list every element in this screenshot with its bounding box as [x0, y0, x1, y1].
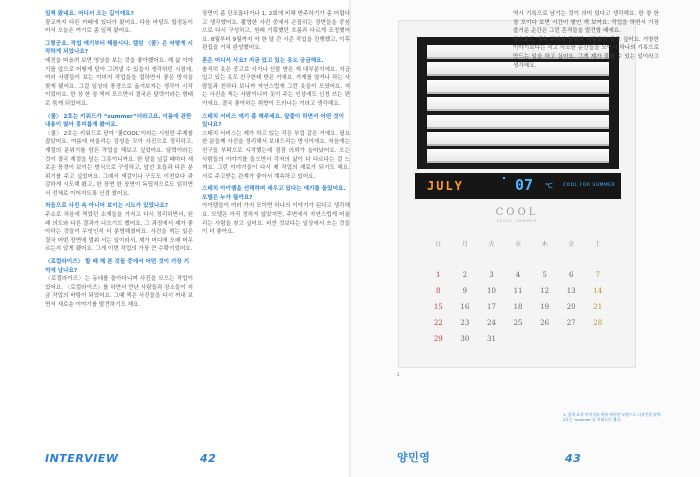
calendar-day: 2: [462, 271, 468, 279]
calendar-week-row: [425, 283, 611, 299]
answer-text: 역시 기록으로 남기는 것이 의미 있다고 생각해요. 한 장 한 장 모이다 보면 시간이 쌓인 게 보여요. 작업을 하면서 가장 즐거운 순간은 그런 흔적들을 발견할 때예요.: [513, 11, 659, 35]
calendar-day: 3: [489, 271, 494, 279]
calendar-day: 7: [595, 271, 600, 279]
calendar-day: 19: [540, 303, 550, 311]
question-text: 그렇군요. 작업 얘기부터 해봅시다. 캘린 〈쿨〉은 어떻게 시작하게 되었나요?: [45, 40, 193, 56]
calendar-day: 16: [460, 303, 470, 311]
calendar-weekday-row: [425, 235, 611, 251]
page-number-right: 43: [565, 452, 582, 465]
calendar-day: 1: [436, 271, 441, 279]
calendar-weekday: 木: [541, 240, 548, 248]
calendar-weekday: 月: [461, 240, 468, 248]
calendar-day: 15: [433, 303, 443, 311]
image-caption: 1. 쿨의 표지 이미지를 여름 에어컨 모양으로 디자인한 달력. 2호는 ‘summer’를 키워드로 했다.: [563, 412, 662, 423]
text-column-3: [513, 10, 659, 70]
calendar-day: 11: [513, 287, 523, 295]
display-temperature: 07: [515, 176, 534, 194]
calendar-weekday: 土: [594, 240, 601, 248]
calendar-week-row: [425, 331, 611, 347]
text-column-2: [202, 10, 350, 237]
calendar-weekday: 火: [488, 240, 495, 248]
answer-text: 주소로 처음에 찍었던 소재들을 가지고 다시 정리하면서, 원래 의도와 다른 결과가 나오기도 했어요. 그 과정에서 제가 좋아하는 것들이 무엇인지 더 분명해졌어요. 사진을 찍는 일은 결국 어떤 장면에 멈춰 서는 일이라서, 제가 어디에 오래 머무르는지 알게 됐어요. 그게 이번 작업의 가장 큰 수확이었어요.: [45, 212, 193, 253]
calendar-week-row: [425, 251, 611, 267]
aircon-display-panel: [415, 173, 621, 199]
calendar-day: 26: [540, 319, 550, 327]
answer-text: 광교까지 다른 카페에 있다가 왔어요. 다음 마당도 합정동이어서 오늘은 여기로 좀 일찍 왔어요.: [45, 19, 193, 35]
answer-text: 아이템들이 여러 가지 모이면 하나의 이야기가 된다고 생각해요. 모델은 아직 정하지 않았지만, 주변에서 자연스럽게 어울리는 사람을 찾고 싶어요. 비싼 것보다는 일상에서 쓰는 것들이 더 좋아요.: [202, 203, 350, 236]
answer-text: 앞으로도 계속 주변의 풍경과 사람들을 담고 싶어요. 거창한 이야기보다는 작고 사소한 순간들을 모아서 하나의 기록으로 만드는 일을 하고 싶어요. 그게 제가 잘할 수 있는 일이라고 생각해요.: [513, 36, 659, 69]
calendar-day: 6: [568, 271, 574, 279]
calendar-week-row: [425, 267, 611, 283]
calendar-day: 5: [542, 271, 547, 279]
answer-text: 〈쿨〉 2호는 키워드로 닫아 ‘쿨COOL’이라는 시원한 주제를 잡았어요. 여름에 어울리는 감성을 모아 사진으로 정리하고, 계절의 분위기를 담은 작업을 해보고 싶었어요. 달력이라는 것이 결국 계절을 담는 그릇이니까요. 한 달을 넘길 때마다 새로운 풍경이 보이는 방식으로 구성하고, 앞선 호들과 다른 분위기를 주고 싶었어요. 그래서 색감이나 구도도 이전보다 과감하게 시도해 봤고, 한 장면 한 장면이 독립적으로도 읽히면서 전체로 이어지도록 신경 썼어요.: [45, 130, 193, 197]
calendar-day: 18: [513, 303, 523, 311]
answer-text: 〈로컬라이즈〉는 동네를 돌아다니며 사진을 모으는 작업이었어요. 〈로컬라이즈〉를 하면서 만난 사람들과 장소들이 지금 작업의 바탕이 되었어요. 그때 찍은 사진들을 다시 꺼내 보면서 새로운 이야기를 발견하기도 해요.: [45, 276, 193, 308]
calendar-day: 25: [513, 319, 523, 327]
answer-text: 솔직히 옷은 중고로 사거나 선물 받은 게 대부분이에요. 지금 입고 있는 옷도 친구한테 받은 거예요. 가게를 열거나 하는 사람들과 친하다 보니까 자연스럽게 그런 옷들이 모였어요. 저는 사진을 찍는 사람이니까 옷이 주는 인상에도 신경 쓰는 편이에요. 결국 좋아하는 취향이 드러나는 거라고 생각해요.: [202, 66, 350, 107]
display-unit: ℃: [545, 182, 553, 190]
calendar-day: 29: [433, 335, 443, 343]
interviewee-name: 양민영: [397, 451, 431, 464]
calendar-day: 22: [433, 319, 443, 327]
question-text: 혼은 어디서 사요? 지금 있고 있는 옷도 궁금해요.: [202, 57, 324, 64]
calendar-day: 8: [436, 287, 441, 295]
calendar-day: 17: [486, 303, 496, 311]
display-mode: COOL FOR SUMMER: [563, 183, 616, 188]
answer-text: 스태치 서비스는 제가 하고 있는 작은 부업 같은 거예요. 필요한 분들께 사진을 정리해서 보내드리는 방식이에요. 처음에는 친구들 부탁으로 시작했는데 점점 의뢰가 늘어났어요. 오는 사람들의 이야기를 들으면서 각자의 삶이 다 다르다는 걸 느껴요. 그런 이야기들이 다시 제 작업의 재료가 되기도 해요. 서로 주고받는 관계가 좋아서 계속하고 있어요.: [202, 130, 350, 180]
calendar-day: 27: [566, 319, 576, 327]
question-text: 스태치 아이템을 선택하며 세우고 있다는 얘기를 들었어요. 모델은 누가 될까요?: [202, 186, 346, 201]
text-column-1: [45, 10, 193, 310]
question-text: 스태치 서비스 얘기 좀 해주세요. 앞줄이 하면서 어떤 것이 있나요?: [202, 113, 344, 129]
calendar-day: 20: [566, 303, 576, 311]
calendar-day: 24: [486, 319, 496, 327]
brand-subtitle: SEOUL SUMMER: [496, 219, 538, 223]
calendar-day: 13: [566, 287, 576, 295]
answer-text: 예전을 떠올려 보면 영상을 보는 것을 좋아했어요. 제 삶 이야기를 앞으로 어떻게 담아 그려낼 수 있을지 생각하던 시점에, 여러 사람들이 보는 이미지 작업들을 접하면서 좋은 방식을 찾게 됐어요. 그걸 일상의 풍경으로 옮겨보자는 생각이 시작이었어요. 한 장 한 장 찍어 모으면서 결국은 달력이라는 형태로 묶게 되었어요.: [45, 57, 193, 107]
calendar-weekday: 水: [515, 240, 522, 248]
calendar-day: 10: [486, 287, 496, 295]
aircon-calendar-image: [398, 20, 636, 368]
question-text: 일찍 왔네요. 어디서 오는 길이에요?: [45, 11, 134, 17]
calendar-day: 31: [486, 335, 496, 343]
calendar-week-row: [425, 299, 611, 315]
calendar-day: 9: [462, 287, 468, 295]
calendar-day: 30: [460, 335, 470, 343]
calendar-weekday: 日: [435, 240, 442, 248]
calendar-day: 23: [460, 319, 470, 327]
display-month: JULY: [427, 179, 464, 193]
section-label: INTERVIEW: [45, 452, 119, 465]
calendar-day: 28: [593, 319, 603, 327]
answer-text: 장면이 좀 단조롭다거나 1, 2회에 비해 변주하기가 좀 어렵다고 생각했어요. 촬영한 사진 중에서 손꼽히는 장면들을 중심으로 다시 구성하고, 원래 기획했던 흐름과 다르게 조정했어요. 8월부터 9월까지 약 한 달 간 시즌 작업을 진행했고, 이후 편집을 거쳐 완성했어요.: [202, 11, 350, 52]
page-number-left: 42: [200, 452, 217, 465]
caption-marker: 1: [397, 372, 400, 377]
question-text: 〈쿨〉 2호는 키워드가 “summer”더라고요. 이름에 관한 내용이 많아 흥미롭게 봤어요.: [45, 113, 192, 129]
calendar-day: 12: [540, 287, 550, 295]
calendar-day: 14: [593, 287, 603, 295]
question-text: 〈로컬라이즈〉 할 때 해 본 것들 중에서 어떤 것이 가장 기억에 남나요?: [45, 259, 190, 274]
question-text: 처음으로 사진 속 아니어 보이는 시도가 있었나요?: [45, 203, 169, 210]
calendar-day: 4: [515, 271, 521, 279]
calendar-weekday: 金: [568, 240, 575, 248]
brand-logo: COOL: [495, 207, 539, 218]
display-dot: [503, 177, 505, 179]
calendar-grid: [425, 235, 611, 347]
calendar-day: 21: [593, 303, 603, 311]
calendar-week-row: [425, 315, 611, 331]
